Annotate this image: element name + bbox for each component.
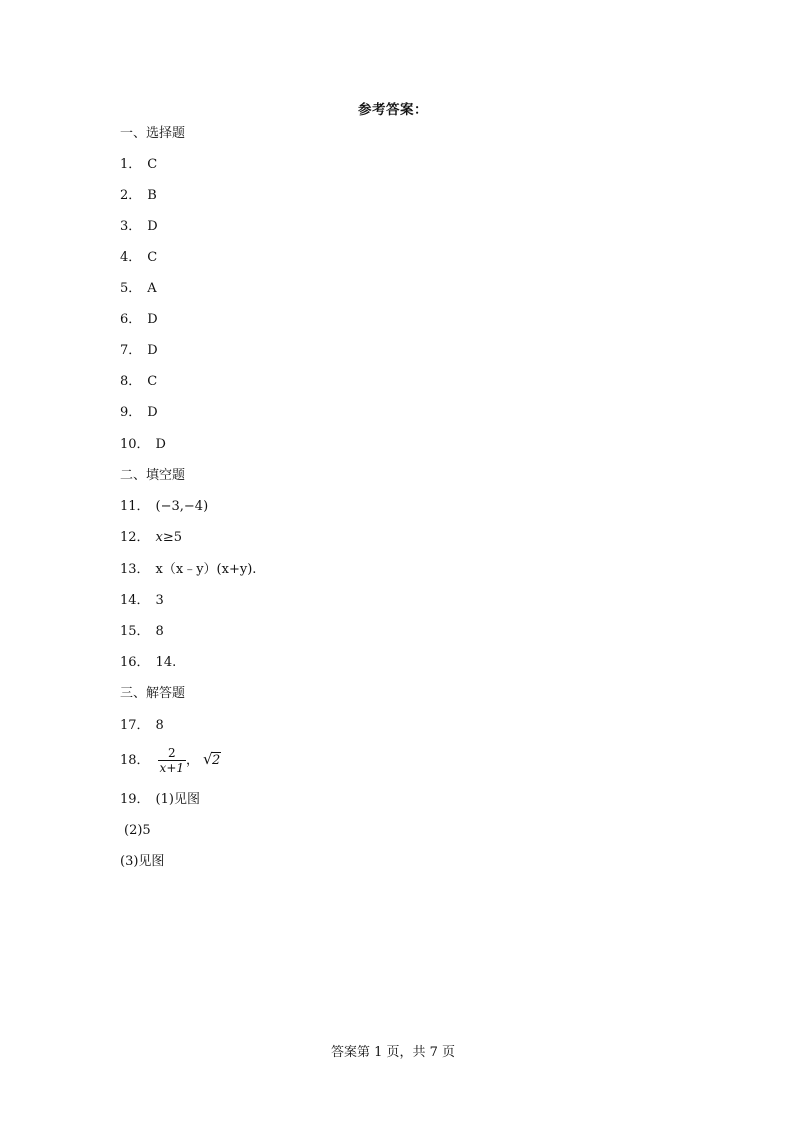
answer-value: D bbox=[147, 219, 158, 234]
answer-value: D bbox=[147, 312, 158, 327]
answer-line bbox=[120, 281, 157, 297]
answer-value: 8 bbox=[155, 718, 164, 733]
page-title: 参考答案： bbox=[358, 102, 428, 118]
question-number: 6． bbox=[120, 312, 142, 327]
radical-sign-icon: √ bbox=[203, 750, 213, 768]
answer-line bbox=[120, 250, 157, 266]
question-number: 3． bbox=[120, 219, 142, 234]
question-number: 10． bbox=[120, 437, 150, 452]
radicand: 2 bbox=[212, 753, 221, 768]
section-heading-choice: 一、选择题 bbox=[120, 126, 186, 141]
answer-value: 14. bbox=[155, 655, 177, 670]
answer-line bbox=[120, 312, 158, 328]
answer-line bbox=[120, 157, 157, 173]
answer-line bbox=[120, 530, 182, 546]
question-number: 11． bbox=[120, 499, 150, 514]
question-number: 13． bbox=[120, 562, 150, 577]
section-heading-solve: 三、解答题 bbox=[120, 686, 186, 701]
answer-value: ≥5 bbox=[162, 530, 183, 545]
page-footer: 答案第 1 页，共 7 页 bbox=[330, 1045, 456, 1060]
answer-value: B bbox=[147, 188, 157, 203]
answer-part-line: (3)见图 bbox=[120, 854, 165, 869]
question-number: 12． bbox=[120, 530, 150, 545]
separator: ， bbox=[186, 753, 200, 768]
answer-line bbox=[120, 624, 164, 640]
question-number: 2． bbox=[120, 188, 142, 203]
question-number: 4． bbox=[120, 250, 142, 265]
answer-variable: x bbox=[155, 530, 163, 545]
answer-line bbox=[120, 374, 157, 390]
answer-value: C bbox=[147, 250, 158, 265]
question-number: 17． bbox=[120, 718, 150, 733]
answer-line-18 bbox=[120, 746, 221, 777]
question-number: 19． bbox=[120, 792, 150, 807]
answer-part: (1)见图 bbox=[155, 792, 200, 807]
answer-value: 8 bbox=[155, 624, 164, 639]
answer-value: x（x﹣y）(x+y). bbox=[155, 562, 257, 577]
fraction-denominator: x+1 bbox=[159, 761, 185, 775]
answer-value: D bbox=[155, 437, 166, 452]
answer-line bbox=[120, 792, 200, 808]
section-heading-fill: 二、填空题 bbox=[120, 468, 186, 483]
question-number: 15． bbox=[120, 624, 150, 639]
answer-line bbox=[120, 405, 158, 421]
question-number: 18． bbox=[120, 753, 150, 768]
answer-line bbox=[120, 437, 166, 453]
answer-value: A bbox=[147, 281, 157, 296]
answer-value: 3 bbox=[155, 593, 164, 608]
question-number: 1． bbox=[120, 157, 142, 172]
question-number: 8． bbox=[120, 374, 142, 389]
answer-line bbox=[120, 343, 158, 359]
answer-line bbox=[120, 718, 164, 734]
answer-line bbox=[120, 562, 256, 578]
answer-line bbox=[120, 219, 158, 235]
fraction bbox=[158, 747, 186, 775]
answer-value: C bbox=[147, 157, 158, 172]
answer-part-line: (2)5 bbox=[124, 823, 151, 838]
answer-line bbox=[120, 188, 157, 204]
answer-line bbox=[120, 655, 176, 671]
question-number: 7． bbox=[120, 343, 142, 358]
answer-line bbox=[120, 499, 208, 515]
answer-value: D bbox=[147, 343, 158, 358]
answer-value: D bbox=[147, 405, 158, 420]
question-number: 14． bbox=[120, 593, 150, 608]
answer-value: C bbox=[147, 374, 158, 389]
square-root bbox=[203, 746, 221, 776]
question-number: 5． bbox=[120, 281, 142, 296]
answer-line bbox=[120, 593, 164, 609]
question-number: 9． bbox=[120, 405, 142, 420]
answer-value: (−3,−4) bbox=[155, 499, 209, 514]
question-number: 16． bbox=[120, 655, 150, 670]
fraction-numerator: 2 bbox=[167, 746, 176, 760]
